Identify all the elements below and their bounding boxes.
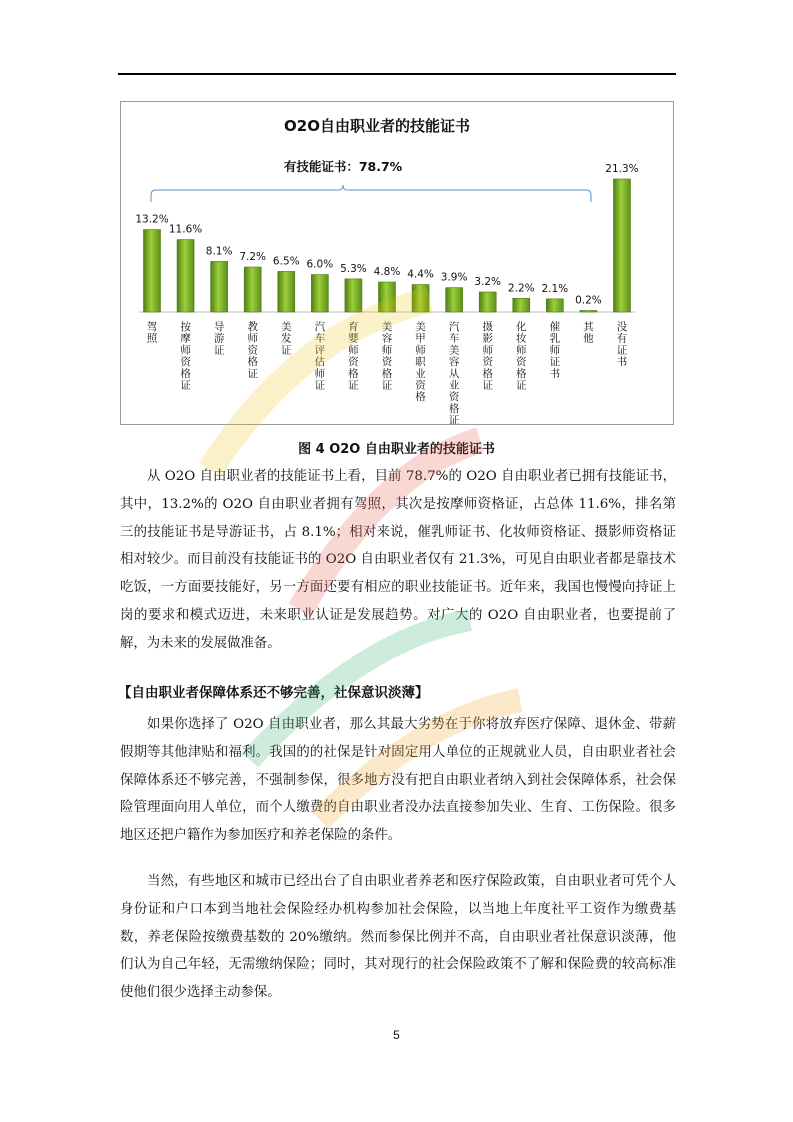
value-label-10: 3.9% xyxy=(440,271,468,284)
paragraph-social-security: 如果你选择了 O2O 自由职业者，那么其最大劣势在于你将放弃医疗保障、退休金、带薪假期等其他津贴和福利。我国的的社保是针对固定用人单位的正规就业人员，自由职业者社会保障体系还不够完善，不强制参保，很多地方没有把自由职业者纳入到社会保障体系，社会保险管理面向用人单位，而个人缴费的自由职业者没办法直接参加失业、生育、工伤保险。很多地区还把户籍作为参加医疗和养老保险的条件。 xyxy=(120,717,676,844)
category-label-11: 摄影师资格证 xyxy=(482,321,493,392)
section-heading: 【自由职业者保障体系还不够完善，社保意识淡薄】 xyxy=(118,685,429,701)
value-label-3: 8.1% xyxy=(205,245,233,258)
value-label-1: 13.2% xyxy=(135,213,169,226)
category-label-4: 教师资格证 xyxy=(247,321,258,380)
bar-8 xyxy=(378,282,395,312)
category-label-8: 美容师资格证 xyxy=(381,321,393,392)
figure-caption: 图 4 O2O 自由职业者的技能证书 xyxy=(298,442,495,457)
bar-10 xyxy=(446,288,463,312)
value-label-14: 0.2% xyxy=(575,294,602,307)
value-label-2: 11.6% xyxy=(168,223,203,236)
category-label-10: 汽车美容从业资格证 xyxy=(448,321,460,424)
category-label-13: 催乳师证书 xyxy=(549,321,561,380)
category-label-9: 美甲师职业资格 xyxy=(415,321,426,404)
bar-13 xyxy=(546,299,563,312)
bar-15 xyxy=(613,179,630,312)
value-label-13: 2.1% xyxy=(541,282,569,295)
category-label-14: 其他 xyxy=(583,321,594,345)
bar-4 xyxy=(244,267,261,312)
value-label-5: 6.5% xyxy=(272,255,300,268)
page-number: 5 xyxy=(393,1028,400,1042)
paragraph-certificates: 从 O2O 自由职业者的技能证书上看，目前 78.7%的 O2O 自由职业者已拥有技能证书，其中，13.2%的 O2O 自由职业者拥有驾照，其次是按摩师资格证，占总体 11.6%，排名第三的技能证书是导游证书，占 8.1%；相对来说，催乳师证书、化妆师资格证、摄影师资格证相对较少。而目前没有技能证书的 O2O 自由职业者仅有 21.3%，可见自由职业者都是靠技术吃饭，一方面要技能好，另一方面还要有相应的职业技能证书。近年来，我国也慢慢向持证上岗的要求和模式迈进，未来职业认证是发展趋势。对广大的 O2O 自由职业者，也要提前了解，为未来的发展做准备。 xyxy=(120,469,676,651)
value-label-9: 4.4% xyxy=(407,268,434,281)
category-label-2: 按摩师资格证 xyxy=(180,321,191,392)
group-brace xyxy=(151,185,591,202)
category-label-3: 导游证 xyxy=(213,321,225,357)
chart-container xyxy=(120,101,674,425)
bar-11 xyxy=(479,292,496,312)
bar-12 xyxy=(513,298,530,312)
header-rule xyxy=(118,73,676,75)
category-label-12: 化妆师资格证 xyxy=(516,321,527,392)
bar-3 xyxy=(211,261,228,312)
category-label-6: 汽车评估师证 xyxy=(314,321,326,392)
value-label-11: 3.2% xyxy=(474,276,502,289)
value-label-6: 6.0% xyxy=(306,258,334,271)
bar-7 xyxy=(345,279,362,312)
bar-6 xyxy=(311,275,328,312)
bar-2 xyxy=(177,240,194,312)
value-label-12: 2.2% xyxy=(507,282,535,295)
paragraph-insurance-policy: 当然，有些地区和城市已经出台了自由职业者养老和医疗保险政策，自由职业者可凭个人身份证和户口本到当地社会保险经办机构参加社会保险，以当地上年度社平工资作为缴费基数，养老保险按缴费基数的 20%缴纳。然而参保比例并不高，自由职业者社保意识淡薄，他们认为自己年轻，无需缴纳保险；同时，其对现行的社会保险政策不了解和保险费的较高标准使他们很少选择主动参保。 xyxy=(120,874,676,1001)
value-label-8: 4.8% xyxy=(373,266,401,279)
value-label-7: 5.3% xyxy=(340,262,367,275)
category-label-7: 育婴师资格证 xyxy=(348,321,359,392)
chart-title: O2O自由职业者的技能证书 xyxy=(284,117,470,135)
bar-14 xyxy=(580,311,597,313)
bar-5 xyxy=(278,271,295,312)
bar-chart xyxy=(121,102,673,424)
value-label-4: 7.2% xyxy=(239,251,267,264)
chart-annotation: 有技能证书：78.7% xyxy=(283,159,403,174)
category-label-15: 没有证书 xyxy=(616,321,628,369)
category-label-5: 美发证 xyxy=(281,321,292,357)
category-label-1: 驾照 xyxy=(146,321,158,345)
bar-9 xyxy=(412,285,429,312)
value-label-15: 21.3% xyxy=(605,163,639,175)
bar-1 xyxy=(144,230,161,312)
